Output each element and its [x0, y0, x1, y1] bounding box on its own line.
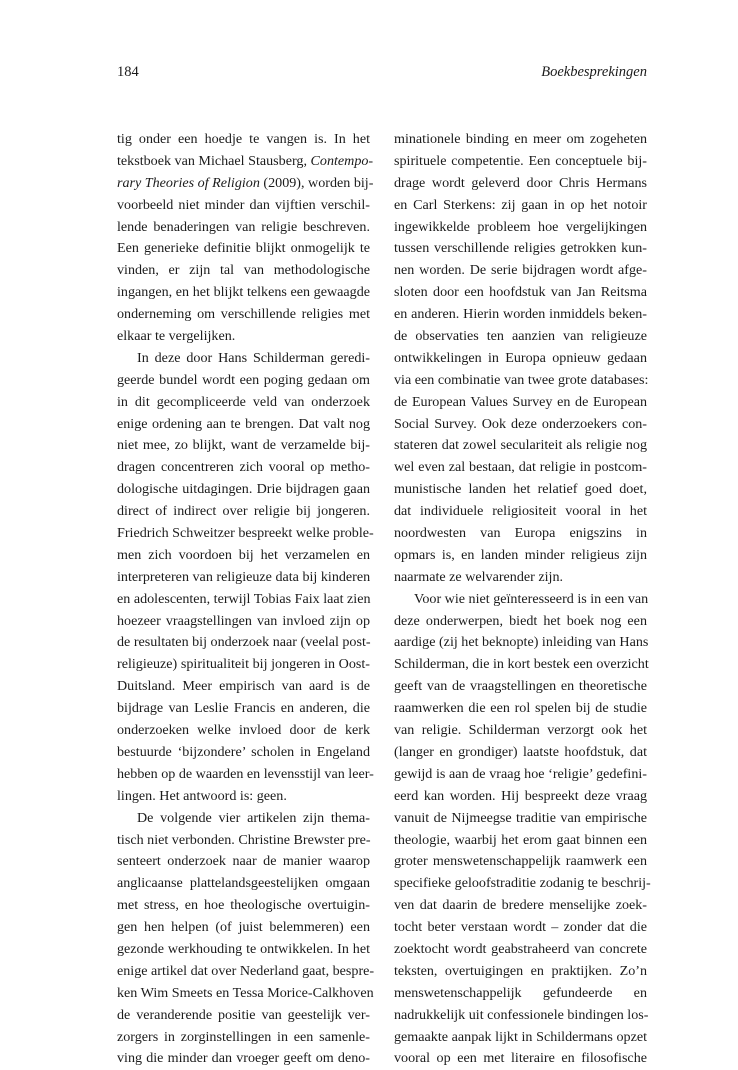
text-line: theologie, waarbij het erom gaat binnen een: [394, 831, 647, 848]
text-line: enige artikel dat over Nederland gaat, bespre-: [117, 962, 375, 979]
running-title: Boekbesprekingen: [541, 64, 647, 80]
text-line: onderzoeken welke invloed door de kerk: [117, 722, 370, 739]
text-line: en anderen. Hierin worden inmiddels beken-: [394, 306, 647, 323]
text-line: groter menswetenschappelijk raamwerk een: [394, 853, 647, 870]
text-line: tocht beter verstaan wordt – zonder dat die: [394, 919, 647, 936]
text-line: voorbeeld niet minder dan vijftien verschil-: [117, 196, 370, 213]
text-line: elkaar te vergelijken.: [117, 328, 236, 345]
text-line: bijdrage van Leslie Francis en anderen, die: [117, 700, 370, 717]
text-line: sloten door een hoofdstuk van Jan Reitsma: [394, 284, 647, 301]
text-line: ingewikkelde probleem hoe vergelijkingen: [394, 218, 647, 235]
text-line: direct of indirect over religie bij jongeren.: [117, 503, 370, 520]
text-line: stateren dat zowel seculariteit als religie nog: [394, 437, 647, 454]
text-line: gen hen helpen (of juist belemmeren) een: [117, 919, 370, 936]
text-line: van religie. Schilderman verzorgt ook het: [394, 722, 647, 739]
text-line: deze onderwerpen, biedt het boek nog een: [394, 612, 647, 629]
text-line: niet mee, zo blijkt, want de verzamelde bij-: [117, 437, 370, 454]
text-line: vanuit de Nijmeegse traditie van empirische: [394, 809, 647, 826]
text-line: de observaties ten aanzien van religieuze: [394, 328, 647, 345]
page-number: 184: [117, 64, 139, 80]
text-line: bestuurde ‘bijzondere’ scholen in Engeland: [117, 743, 370, 760]
text-line: via een combinatie van twee grote databases:: [394, 371, 649, 388]
text-line: met stress, en hoe theologische overtuigin-: [117, 897, 370, 914]
text-line: enige ordening aan te brengen. Dat valt nog: [117, 415, 370, 432]
text-line: lende benaderingen van religie beschreven.: [117, 218, 370, 235]
page-header: [117, 64, 647, 88]
text-line: nen worden. De serie bijdragen wordt afge-: [394, 262, 647, 279]
text-line: ken Wim Smeets en Tessa Morice-Calkhoven: [117, 984, 374, 1001]
text-line: dragen concentreren zich vooral op metho-: [117, 459, 370, 476]
text-line: de European Values Survey en de European: [394, 393, 647, 410]
text-line: aardige (zij het beknopte) inleiding van Hans: [394, 634, 649, 651]
text-line: Voor wie niet geïnteresseerd is in een van: [414, 590, 649, 607]
text-line: tisch niet verbonden. Christine Brewster pre-: [117, 831, 371, 848]
text-line: de resultaten bij onderzoek naar (veelal post-: [117, 634, 371, 651]
text-line: hoezeer vraagstellingen van invloed zijn op: [117, 612, 370, 629]
text-line: teksten, overtuigingen en praktijken. Zo’n: [394, 962, 647, 979]
text-line: naarmate ze welvarender zijn.: [394, 568, 564, 585]
text-line: De volgende vier artikelen zijn thema-: [137, 809, 370, 826]
text-line: In deze door Hans Schilderman geredi-: [137, 349, 370, 366]
left-text-column: [117, 129, 375, 1070]
text-line: de veranderende positie van geestelijk ver-: [117, 1006, 370, 1023]
text-line: vinden, er zijn tal van methodologische: [117, 262, 370, 279]
text-line: religieuze) spiritualiteit bij jongeren in Oost-: [117, 656, 370, 673]
text-line: wel even zal bestaan, dat religie in postcom-: [394, 459, 647, 476]
text-line: gezonde werkhouding te ontwikkelen. In het: [117, 940, 370, 957]
text-line: vooral op een met literaire en filosofische: [394, 1050, 647, 1067]
text-line: rary Theories of Religion (2009), worden bij-: [117, 174, 374, 191]
text-line: ving die minder dan vroeger geeft om deno-: [117, 1050, 370, 1067]
text-line: munistische landen het relatief goed doet,: [394, 481, 647, 498]
text-line: tussen verschillende religies getrokken kun-: [394, 240, 647, 257]
text-line: anglicaanse plattelandsgeestelijken omgaan: [117, 875, 370, 892]
text-line: Schilderman, die in kort bestek een overzicht: [394, 656, 649, 673]
text-line: spirituele competentie. Een conceptuele bij-: [394, 152, 647, 169]
text-line: senteert onderzoek naar de manier waarop: [117, 853, 370, 870]
text-line: Friedrich Schweitzer bespreekt welke proble-: [117, 525, 374, 542]
text-line: (langer en grondiger) laatste hoofdstuk, dat: [394, 743, 647, 760]
text-line: drage wordt geleverd door Chris Hermans: [394, 174, 647, 191]
text-line: en Carl Sterkens: zij gaan in op het notoir: [394, 196, 647, 213]
text-line: nadrukkelijk uit confessionele bindingen los-: [394, 1006, 649, 1023]
text-line: ven dat daarin de bredere menselijke zoek-: [394, 897, 647, 914]
text-line: zoektocht wordt geabstraheerd van concrete: [394, 940, 647, 957]
text-line: in dit gecompliceerde veld van onderzoek: [117, 393, 370, 410]
text-line: en adolescenten, terwijl Tobias Faix laat zien: [117, 590, 371, 607]
text-line: Duitsland. Meer empirisch van aard is de: [117, 678, 370, 695]
text-line: lingen. Het antwoord is: geen.: [117, 787, 287, 804]
text-line: tig onder een hoedje te vangen is. In het: [117, 131, 370, 147]
text-line: geeft van de vraagstellingen en theoretische: [394, 678, 647, 695]
text-line: zorgers in zorginstellingen in een samenle-: [117, 1028, 370, 1045]
text-line: Social Survey. Ook deze onderzoekers con-: [394, 415, 647, 432]
text-line: geerde bundel wordt een poging gedaan om: [117, 371, 370, 388]
text-line: tekstboek van Michael Stausberg, Contempo-: [117, 152, 374, 169]
text-line: hebben op de waarden en levensstijl van leer-: [117, 765, 374, 782]
text-line: specifieke geloofstraditie zodanig te beschrij-: [394, 875, 651, 892]
text-line: interpreteren van religieuze data bij kinderen: [117, 568, 371, 585]
text-line: raamwerken die een rol spelen bij de studie: [394, 700, 647, 717]
right-text-column: [394, 129, 651, 1070]
text-line: gemaakte aanpak lijkt in Schildermans opzet: [394, 1028, 647, 1045]
text-line: gewijd is aan de vraag hoe ‘religie’ gedefini-: [394, 765, 647, 782]
text-line: Een generieke definitie blijkt onmogelijk te: [117, 240, 370, 257]
text-line: ingangen, en het blijkt telkens een gewaagde: [117, 284, 370, 301]
text-line: noordwesten van Europa enigszins in: [394, 525, 647, 542]
text-line: eerd kan worden. Hij bespreekt deze vraag: [394, 787, 647, 804]
text-line: minationele binding en meer om zogeheten: [394, 131, 647, 147]
text-line: ontwikkelingen in Europa opnieuw gedaan: [394, 349, 647, 366]
text-line: dat individuele religiositeit vooral in het: [394, 503, 647, 520]
text-line: opmars is, en landen minder religieus zijn: [394, 546, 647, 563]
text-line: dologische uitdagingen. Drie bijdragen gaan: [117, 481, 370, 498]
text-line: menswetenschappelijk gefundeerde en: [394, 984, 647, 1001]
text-line: men zich voordoen bij het verzamelen en: [117, 546, 370, 563]
text-line: onderneming om verschillende religies met: [117, 306, 370, 323]
